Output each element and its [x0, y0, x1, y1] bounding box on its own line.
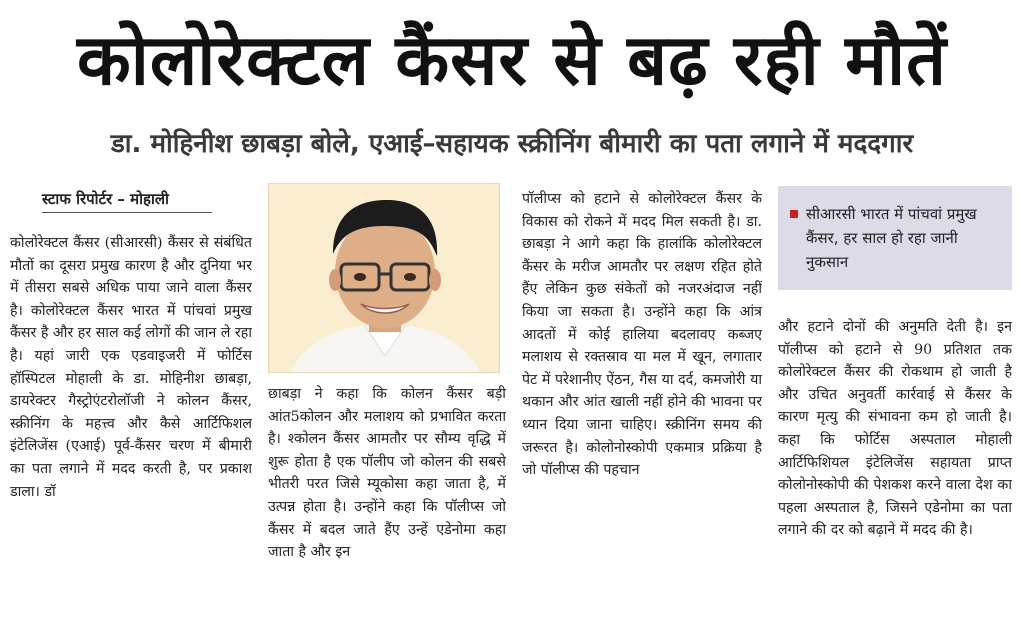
- portrait-photo-icon: [268, 183, 500, 373]
- article-column-3: पॉलीप्स को हटाने से कोलोरेक्टल कैंसर के विकास को रोकने में मदद मिल सकती है। डा. छाबड़ा ने आगे कहा कि हालांकि कोलोरेक्टल कैंसर के मरीज आमतौर पर लक्षण रहित होते हैंए लेकिन कुछ संकेतों को नजरअंदाज नहीं किया जा सकता है। उन्होंने कहा कि आंत्र आदतों में कोई हालिया बदलावए कब्जए मलाशय से रक्तस्राव या मल में खून, लगातार पेट में परेशानीए ऐंठन, गैस या दर्द, कमजोरी या थकान और आंत खाली नहीं होने की भावना पर ध्यान दिया जाना चाहिए। स्क्रीनिंग समय की जरूरत है। कोलोनोस्कोपी एकमात्र प्रक्रिया है जो पॉलीप्स की पहचान: [522, 191, 762, 479]
- byline-underline: [42, 212, 212, 213]
- square-bullet-icon: [790, 210, 798, 218]
- portrait-illustration: [269, 184, 500, 373]
- article-column-2: छाबड़ा ने कहा कि कोलन कैंसर बड़ी आंत5कोलन और मलाशय को प्रभावित करता है। श्कोलन कैंसर आमतौर पर सौम्य वृद्धि में शुरू होता है एक पॉलीप जो कोलन की सबसे भीतरी परत जिसे म्यूकोसा कहा जाता है, में उत्पन्न होता है। उन्होंने कहा कि पॉलीप्स जो कैंसर में बदल जाते हैंए उन्हें एडेनोमा कहा जाता है और इन: [268, 386, 506, 561]
- callout-text: सीआरसी भारत में पांचवां प्रमुख कैंसर, हर साल हो रहा जानी नुकसान: [806, 205, 977, 271]
- highlight-callout: [778, 186, 1012, 290]
- article-column-4: और हटाने दोनों की अनुमति देती है। इन पॉलीप्स को हटाने से 90 प्रतिशत तक कोलोरेक्टल कैंसर की रोकथाम हो जाती है और उचित अनुवर्ती कार्रवाई से कैंसर के कारण मृत्यु की संभावना कम हो जाती है। कहा कि फोर्टिस अस्पताल मोहाली आर्टिफिशियल इंटेलिजेंस सहायता प्राप्त कोलोनोस्कोपी की पेशकश करने वाला देश का पहला अस्पताल है, जिसने एडेनोमा का पता लगाने की दर को बढ़ाने में मदद की है।: [778, 319, 1012, 539]
- subheadline: डा. मोहिनीश छाबड़ा बोले, एआई–सहायक स्क्रीनिंग बीमारी का पता लगाने में मददगार: [110, 129, 914, 159]
- article-column-1: कोलोरेक्टल कैंसर (सीआरसी) कैंसर से संबंधित मौतों का दूसरा प्रमुख कारण है और दुनिया भर में तीसरा सबसे अधिक पाया जाने वाला कैंसर है। कोलोरेक्टल कैंसर भारत में पांचवां प्रमुख कैंसर है और हर साल कई लोगों की जान ले रहा है। यहां जारी एक एडवाइजरी में फोर्टिस हॉस्पिटल मोहाली के डा. मोहिनीश छाबड़ा, डायरेक्टर गैस्ट्रोएंटरोलॉजी ने कोलन कैंसर, स्क्रीनिंग के महत्त्व और कैसे आर्टिफिशल इंटेलिजेंस (एआई) पूर्व-कैंसर चरण में बीमारी का पता लगाने में मदद करती है, पर प्रकाश डाला। डॉ: [10, 235, 252, 500]
- headline: कोलोरेक्टल कैंसर से बढ़ रही मौतें: [76, 19, 948, 101]
- byline: स्टाफ रिपोर्टर – मोहाली: [42, 190, 169, 208]
